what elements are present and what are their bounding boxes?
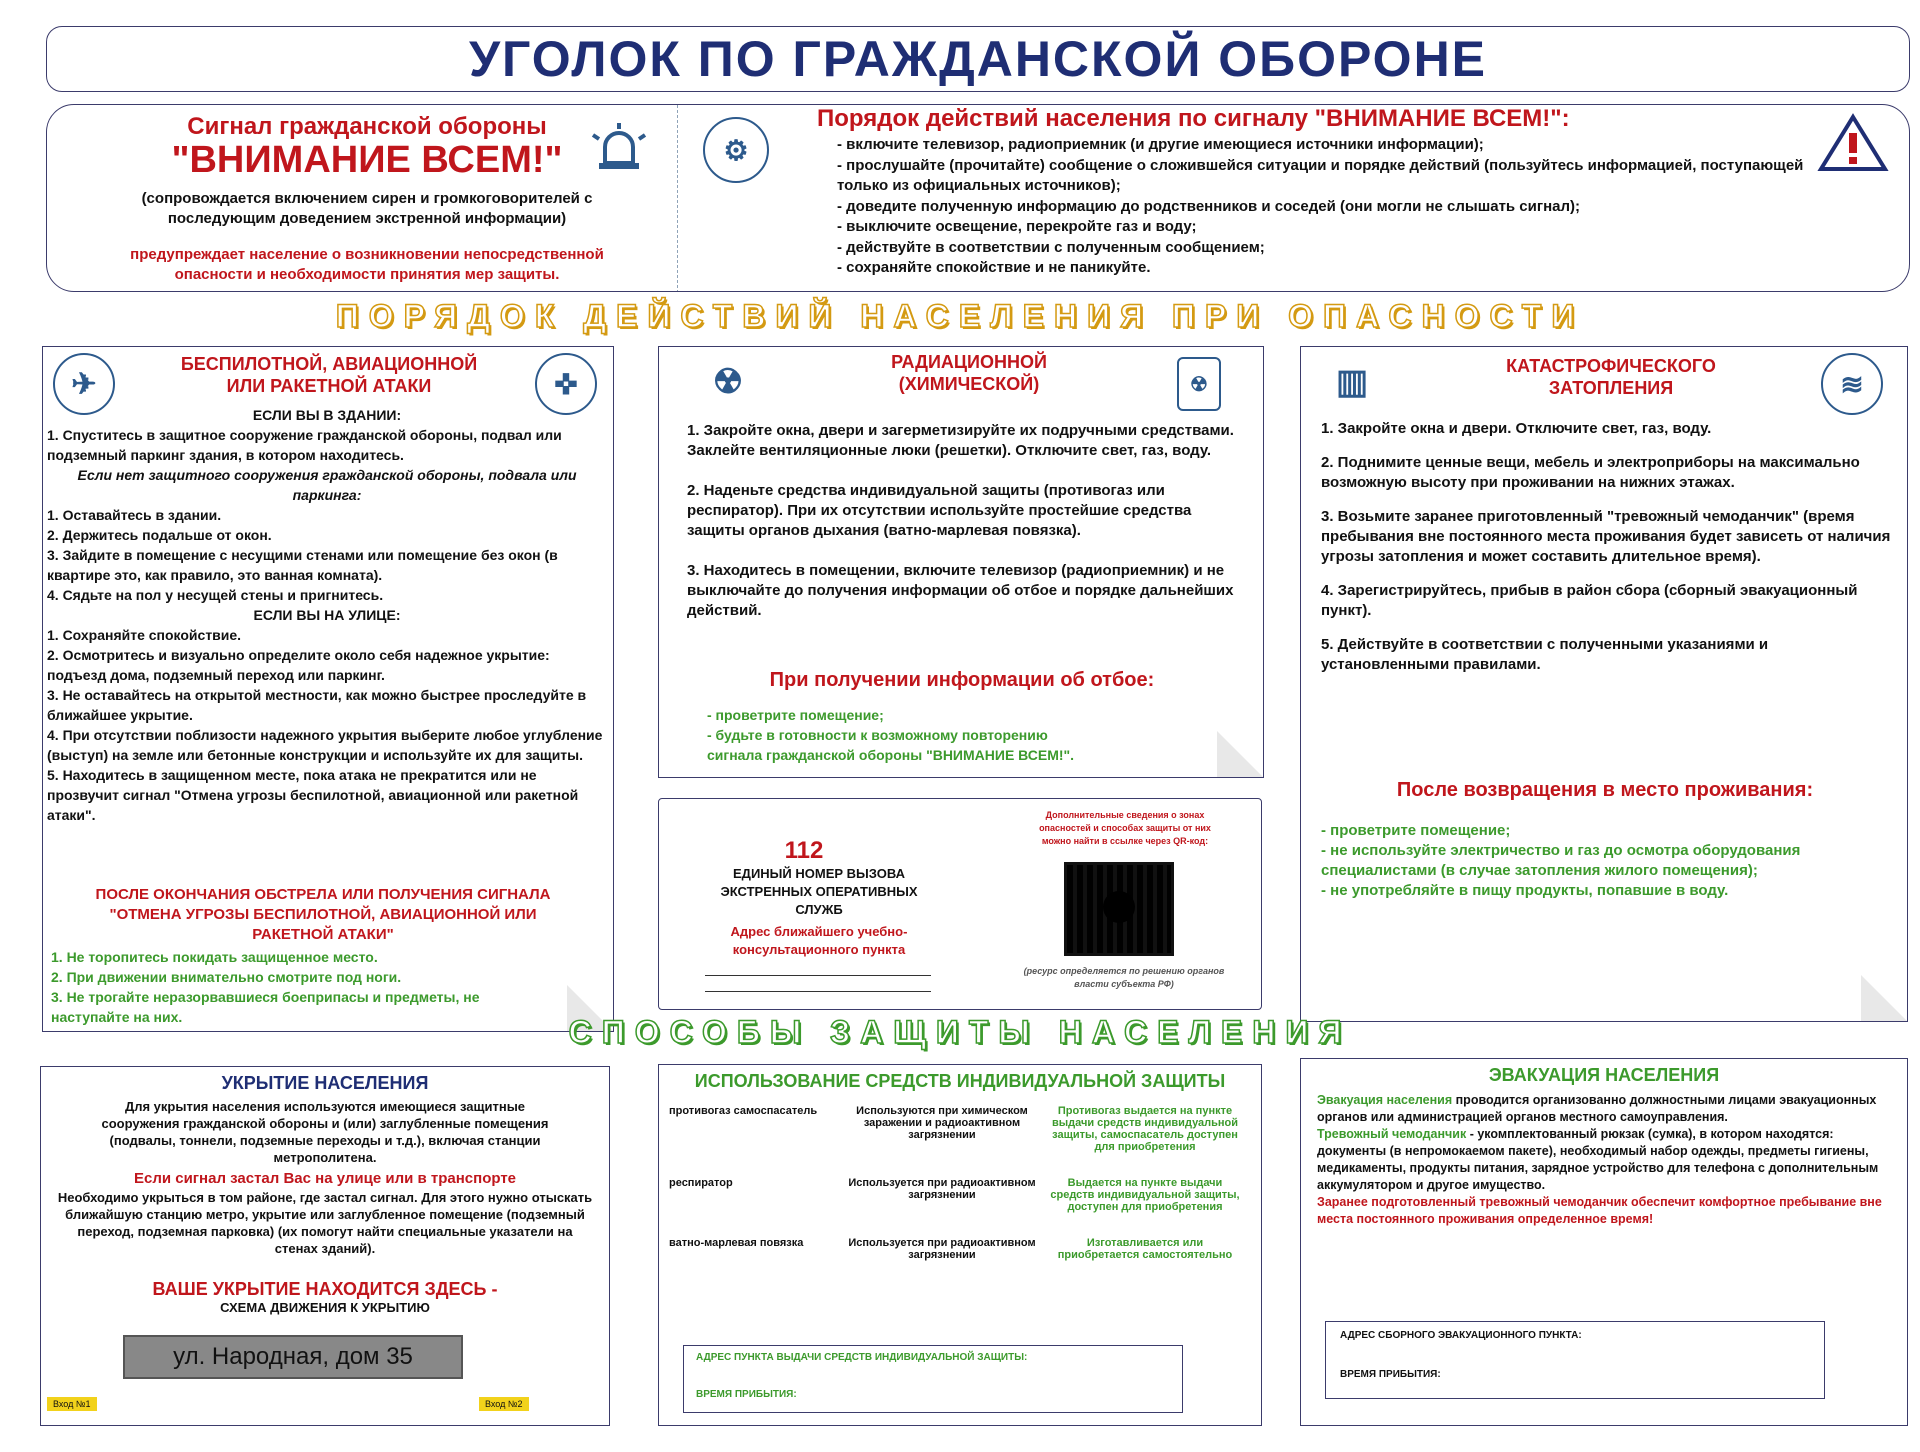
qr-code [1067, 865, 1171, 953]
list-item: 4. При отсутствии поблизости надежного укрытия выберите любое углубление (выступ) на земле или бетонные конструкции и используйте их для защиты. [47, 727, 603, 763]
ppe-name: респиратор [669, 1177, 733, 1189]
evac-panel [1300, 1058, 1908, 1426]
shelter-street: ул. Народная, дом 35 [173, 1343, 413, 1370]
danger-section-title: ПОРЯДОК ДЕЙСТВИЙ НАСЕЛЕНИЯ ПРИ ОПАСНОСТИ [335, 298, 1585, 334]
ppe-time-label: ВРЕМЯ ПРИБЫТИЯ: [696, 1389, 797, 1400]
ppe-use: Используются при химическом заражении и радиоактивном загрязнении [856, 1105, 1028, 1141]
qr-source: (ресурс определяется по решению органов власти субъекта РФ) [1023, 966, 1225, 989]
ppe-title: ИСПОЛЬЗОВАНИЕ СРЕДСТВ ИНДИВИДУАЛЬНОЙ ЗАЩИТЫ [694, 1071, 1226, 1091]
list-item: 2. Поднимите ценные вещи, мебель и электроприборы на максимально возможную высоту при проживании на нижних этажах. [1321, 454, 1860, 491]
evac-time-label: ВРЕМЯ ПРИБЫТИЯ: [1340, 1369, 1441, 1380]
list-item: - не используйте электричество и газ до осмотра оборудования специалистами (в случае затопления жилого помещения); [1321, 842, 1801, 879]
list-item: - сохраняйте спокойствие и не паникуйте. [837, 259, 1151, 276]
shelter-sub: Если сигнал застал Вас на улице или в транспорте [133, 1170, 517, 1187]
evac-text-1: проводится организованно должностными лицами эвакуационных органов или администрацией органов местного самоуправления. [1317, 1093, 1877, 1124]
signal-note: (сопровождается включением сирен и громкоговорителей с последующим доведением экстренной информации) [141, 190, 593, 227]
signal-warning: предупреждает население о возникновении непосредственной опасности и необходимости принятия мер защиты. [130, 246, 604, 283]
list-item: 4. Сядьте на пол у несущей стены и пригнитесь. [47, 587, 384, 603]
list-item: 2. При движении внимательно смотрите под ноги. [51, 969, 402, 985]
protect-section-title: СПОСОБЫ ЗАЩИТЫ НАСЕЛЕНИЯ [568, 1014, 1352, 1050]
list-item: 1. Сохраняйте спокойствие. [47, 627, 242, 643]
list-item: 1. Оставайтесь в здании. [47, 507, 222, 523]
list-item: 2. Держитесь подальше от окон. [47, 527, 272, 543]
list-item: 3. Находитесь в помещении, включите телевизор (радиоприемник) и не выключайте до получения информации об отбое и порядке дальнейших действий. [687, 562, 1234, 619]
siren-icon [587, 115, 651, 179]
signal-panel [46, 104, 1910, 292]
ppe-issue: Выдается на пункте выдачи средств индивидуальной защиты, доступен для приобретения [1050, 1177, 1240, 1213]
consult-address: Адрес ближайшего учебно-консультационного пункта [730, 924, 908, 957]
drone-icon: ✜ [535, 353, 597, 415]
page-title: УГОЛОК ПО ГРАЖДАНСКОЙ ОБОРОНЕ [468, 31, 1488, 87]
flood-title: КАТАСТРОФИЧЕСКОГО ЗАТОПЛЕНИЯ [1506, 356, 1716, 398]
shelter-text2: Необходимо укрыться в том районе, где застал сигнал. Для этого нужно отыскать ближайшую станцию метро, укрытие или заглубленное помещение (подземный переход, подземная парковка) (их помогут найти специальные указатели на стенах зданий). [57, 1190, 593, 1256]
warning-icon [1817, 113, 1889, 173]
rad-sub: При получении информации об отбое: [769, 669, 1155, 691]
address-blank-line [705, 991, 931, 992]
radiation-panel [658, 346, 1264, 778]
shelter-scheme: СХЕМА ДВИЖЕНИЯ К УКРЫТИЮ [220, 1300, 430, 1315]
rad-title: РАДИАЦИОННОЙ (ХИМИЧЕСКОЙ) [891, 352, 1047, 394]
shelter-title: УКРЫТИЕ НАСЕЛЕНИЯ [221, 1073, 429, 1093]
outside-heading: ЕСЛИ ВЫ НА УЛИЦЕ: [253, 607, 401, 623]
list-item: 3. Не оставайтесь на открытой местности, как можно быстрее проследуйте в ближайшее укрытие. [47, 687, 587, 723]
list-item: - будьте в готовности к возможному повторению [707, 727, 1048, 743]
flood-sub: После возвращения в место проживания: [1396, 779, 1814, 801]
list-item: 5. Действуйте в соответствии с полученными указаниями и установленными правилами. [1321, 636, 1769, 673]
page-curl [1217, 731, 1263, 777]
address-blank-line [705, 975, 931, 976]
list-item: 2. Осмотритесь и визуально определите около себя надежное укрытие: подъезд дома, подземный переход или паркинг. [47, 647, 550, 683]
list-item: - включите телевизор, радиоприемник (и другие имеющиеся источники информации); [837, 136, 1484, 153]
exit-2-label: Вход №2 [479, 1397, 529, 1411]
ppe-issue: Противогаз выдается на пункте выдачи средств индивидуальной защиты, самоспасатель доступен для приобретения [1051, 1105, 1239, 1153]
list-item: 1. Спуститесь в защитное сооружение гражданской обороны, подвал или подземный паркинг здания, в котором находитесь. [47, 427, 562, 463]
evac-lead-1: Эвакуация населения [1317, 1093, 1453, 1107]
in-building-heading: ЕСЛИ ВЫ В ЗДАНИИ: [252, 407, 402, 423]
list-item: 1. Не торопитесь покидать защищенное место. [51, 949, 378, 965]
list-item: - действуйте в соответствии с полученным сообщением; [837, 238, 1265, 256]
list-item: 3. Возьмите заранее приготовленный "тревожный чемоданчик" (время пребывания вне постоянного места проживания будет зависеть от наличия угрозы затопления и может составить длительное время). [1321, 508, 1891, 565]
radio-info-icon: ⚙ [703, 117, 769, 183]
divider [677, 105, 678, 292]
ppe-issue: Изготавливается или приобретается самостоятельно [1057, 1237, 1233, 1261]
flood-panel [1300, 346, 1908, 1022]
qr-note: Дополнительные сведения о зонах опасностей и способах защиты от них можно найти в ссылке через QR-код: [1039, 810, 1211, 846]
list-item: 1. Закройте окна и двери. Отключите свет, газ, воду. [1321, 420, 1712, 437]
order-title: Порядок действий населения по сигналу "ВНИМАНИЕ ВСЕМ!": [817, 105, 1570, 132]
emergency-number: 112 [784, 837, 824, 864]
list-item: - доведите полученную информацию до родственников и соседей (они могли не слышать сигнал); [837, 197, 1581, 215]
order-list [837, 135, 1857, 279]
list-item: 2. Наденьте средства индивидуальной защиты (противогаз или респиратор). При их отсутствии используйте простейшие средства защиты органов дыхания (ватно-марлевая повязка). [687, 482, 1192, 539]
air-title: БЕСПИЛОТНОЙ, АВИАЦИОННОЙ ИЛИ РАКЕТНОЙ АТАКИ [180, 354, 478, 396]
air-attack-panel [42, 346, 614, 1032]
shelter-text: Для укрытия населения используются имеющиеся защитные сооружения гражданской обороны и (или) заглубленные помещения (подвалы, тоннели, подземные переходы и т.д.), включая станции метрополитена. [101, 1099, 549, 1165]
ppe-list [669, 1105, 1253, 1261]
dam-icon: ▥ [1325, 355, 1379, 409]
ppe-name: противогаз самоспасатель [669, 1105, 818, 1117]
list-item: - выключите освещение, перекройте газ и воду; [837, 218, 1197, 235]
emergency-panel [658, 798, 1262, 1010]
signal-title: Сигнал гражданской обороны [187, 113, 547, 140]
subheading: Если нет защитного сооружения гражданской обороны, подвала или паркинга: [77, 467, 577, 503]
evac-title: ЭВАКУАЦИЯ НАСЕЛЕНИЯ [1488, 1065, 1720, 1085]
list-item: 5. Находитесь в защищенном месте, пока атака не прекратится или не прозвучит сигнал "Отмена угрозы беспилотной, авиационной или ракетной атаки". [47, 767, 579, 823]
list-item: - проветрите помещение; [707, 707, 884, 723]
emergency-label: ЕДИНЫЙ НОМЕР ВЫЗОВА ЭКСТРЕННЫХ ОПЕРАТИВНЫХ СЛУЖБ [720, 866, 918, 917]
ppe-address-label: АДРЕС ПУНКТА ВЫДАЧИ СРЕДСТВ ИНДИВИДУАЛЬНОЙ ЗАЩИТЫ: [696, 1352, 1028, 1363]
flood-icon: ≋ [1821, 353, 1883, 415]
evac-lead-2: Тревожный чемоданчик [1317, 1127, 1467, 1141]
list-item: - проветрите помещение; [1321, 822, 1511, 839]
dosimeter-icon: ☢ [1177, 357, 1221, 411]
ppe-name: ватно-марлевая повязка [669, 1237, 804, 1249]
shelter-here: ВАШЕ УКРЫТИЕ НАХОДИТСЯ ЗДЕСЬ - [152, 1279, 498, 1299]
air-after-title: ПОСЛЕ ОКОНЧАНИЯ ОБСТРЕЛА ИЛИ ПОЛУЧЕНИЯ СИГНАЛА "ОТМЕНА УГРОЗЫ БЕСПИЛОТНОЙ, АВИАЦИОННОЙ ИЛИ РАКЕТНОЙ АТАКИ" [95, 886, 551, 943]
list-item: - прослушайте (прочитайте) сообщение о сложившейся ситуации и порядке действий (пользуйтесь информацией, поступающей только из официальных источников); [837, 156, 1804, 194]
signal-name: "ВНИМАНИЕ ВСЕМ!" [171, 139, 563, 181]
shelter-panel [40, 1066, 610, 1426]
ppe-panel [658, 1064, 1262, 1426]
ppe-use: Используется при радиоактивном загрязнении [848, 1177, 1036, 1201]
gas-mask-icon: ☢ [701, 355, 755, 409]
list-item: - не употребляйте в пищу продукты, попавшие в воду. [1321, 882, 1729, 899]
list-item: 4. Зарегистрируйтесь, прибыв в район сбора (сборный эвакуационный пункт). [1321, 582, 1858, 619]
ppe-use: Используется при радиоактивном загрязнении [848, 1237, 1036, 1261]
shelter-building [123, 1335, 463, 1379]
evac-text-2: - укомплектованный рюкзак (сумка), в котором находятся: документы (в непромокаемом пакете), необходимый набор одежды, предметы гигиены, медикаменты, продукты питания, зарядное устройство для телефона с дополнительным аккумулятором и другое имущество. [1317, 1127, 1879, 1192]
list-item: 1. Закройте окна, двери и загерметизируйте их подручными средствами. Заклейте вентиляционные люки (решетки). Отключите свет, газ, воду. [687, 422, 1234, 459]
header-bar [46, 26, 1910, 92]
list-item: сигнала гражданской обороны "ВНИМАНИЕ ВСЕМ!". [707, 747, 1075, 763]
evac-warning: Заранее подготовленный тревожный чемоданчик обеспечит комфортное пребывание вне места постоянного проживания определенное время! [1317, 1195, 1882, 1226]
list-item: 3. Не трогайте неразорвавшиеся боеприпасы и предметы, не наступайте на них. [51, 989, 480, 1025]
ppe-address-box [683, 1345, 1183, 1413]
aircraft-icon: ✈ [53, 353, 115, 415]
list-item: 3. Зайдите в помещение с несущими стенами или помещение без окон (в квартире это, как правило, это ванная комната). [47, 547, 558, 583]
evac-address-label: АДРЕС СБОРНОГО ЭВАКУАЦИОННОГО ПУНКТА: [1340, 1330, 1582, 1341]
exit-1-label: Вход №1 [47, 1397, 97, 1411]
evac-address-box [1325, 1321, 1825, 1399]
